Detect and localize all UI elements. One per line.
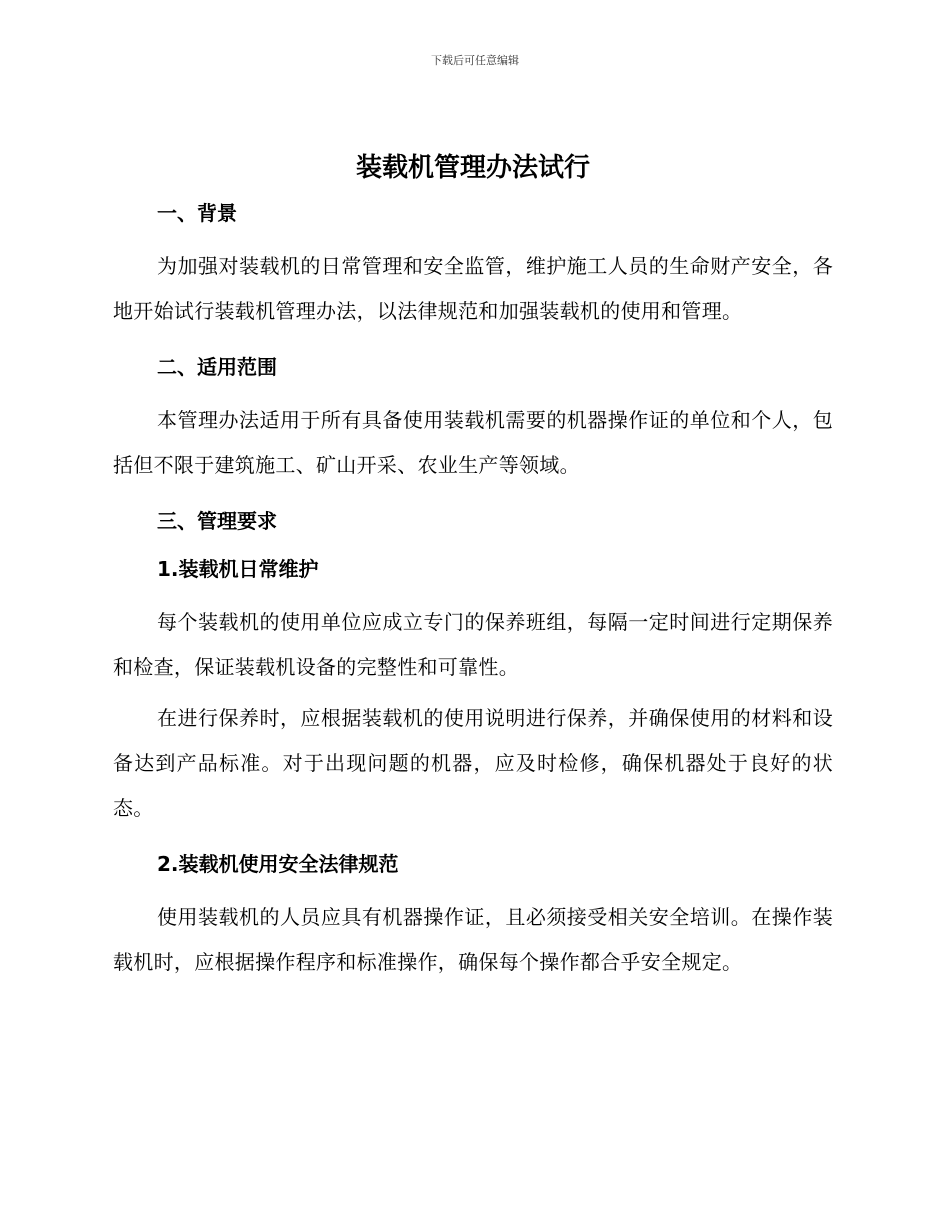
paragraph-safety: 使用装载机的人员应具有机器操作证，且必须接受相关安全培训。在操作装载机时，应根据操作程序和标准操作，确保每个操作都合乎安全规定。 [113,905,833,974]
section-heading-safety-regulations: 2.装载机使用安全法律规范 [157,852,399,876]
paragraph-maintenance-2: 在进行保养时，应根据装载机的使用说明进行保养，并确保使用的材料和设备达到产品标准。对于出现问题的机器，应及时检修，确保机器处于良好的状态。 [113,706,833,820]
paragraph-scope: 本管理办法适用于所有具备使用装载机需要的机器操作证的单位和个人，包括但不限于建筑施工、矿山开采、农业生产等领域。 [113,408,833,477]
section-heading-background: 一、背景 [157,201,237,225]
page-header-note: 下载后可任意编辑 [431,54,519,67]
paragraph-maintenance-1: 每个装载机的使用单位应成立专门的保养班组，每隔一定时间进行定期保养和检查，保证装载机设备的完整性和可靠性。 [113,610,833,679]
section-heading-requirements: 三、管理要求 [157,509,277,533]
document-body [113,148,833,985]
section-heading-scope: 二、适用范围 [157,355,277,379]
paragraph-background: 为加强对装载机的日常管理和安全监管，维护施工人员的生命财产安全，各地开始试行装载机管理办法，以法律规范和加强装载机的使用和管理。 [113,254,833,323]
document-title: 装载机管理办法试行 [355,153,590,183]
section-heading-daily-maintenance: 1.装载机日常维护 [157,557,319,581]
